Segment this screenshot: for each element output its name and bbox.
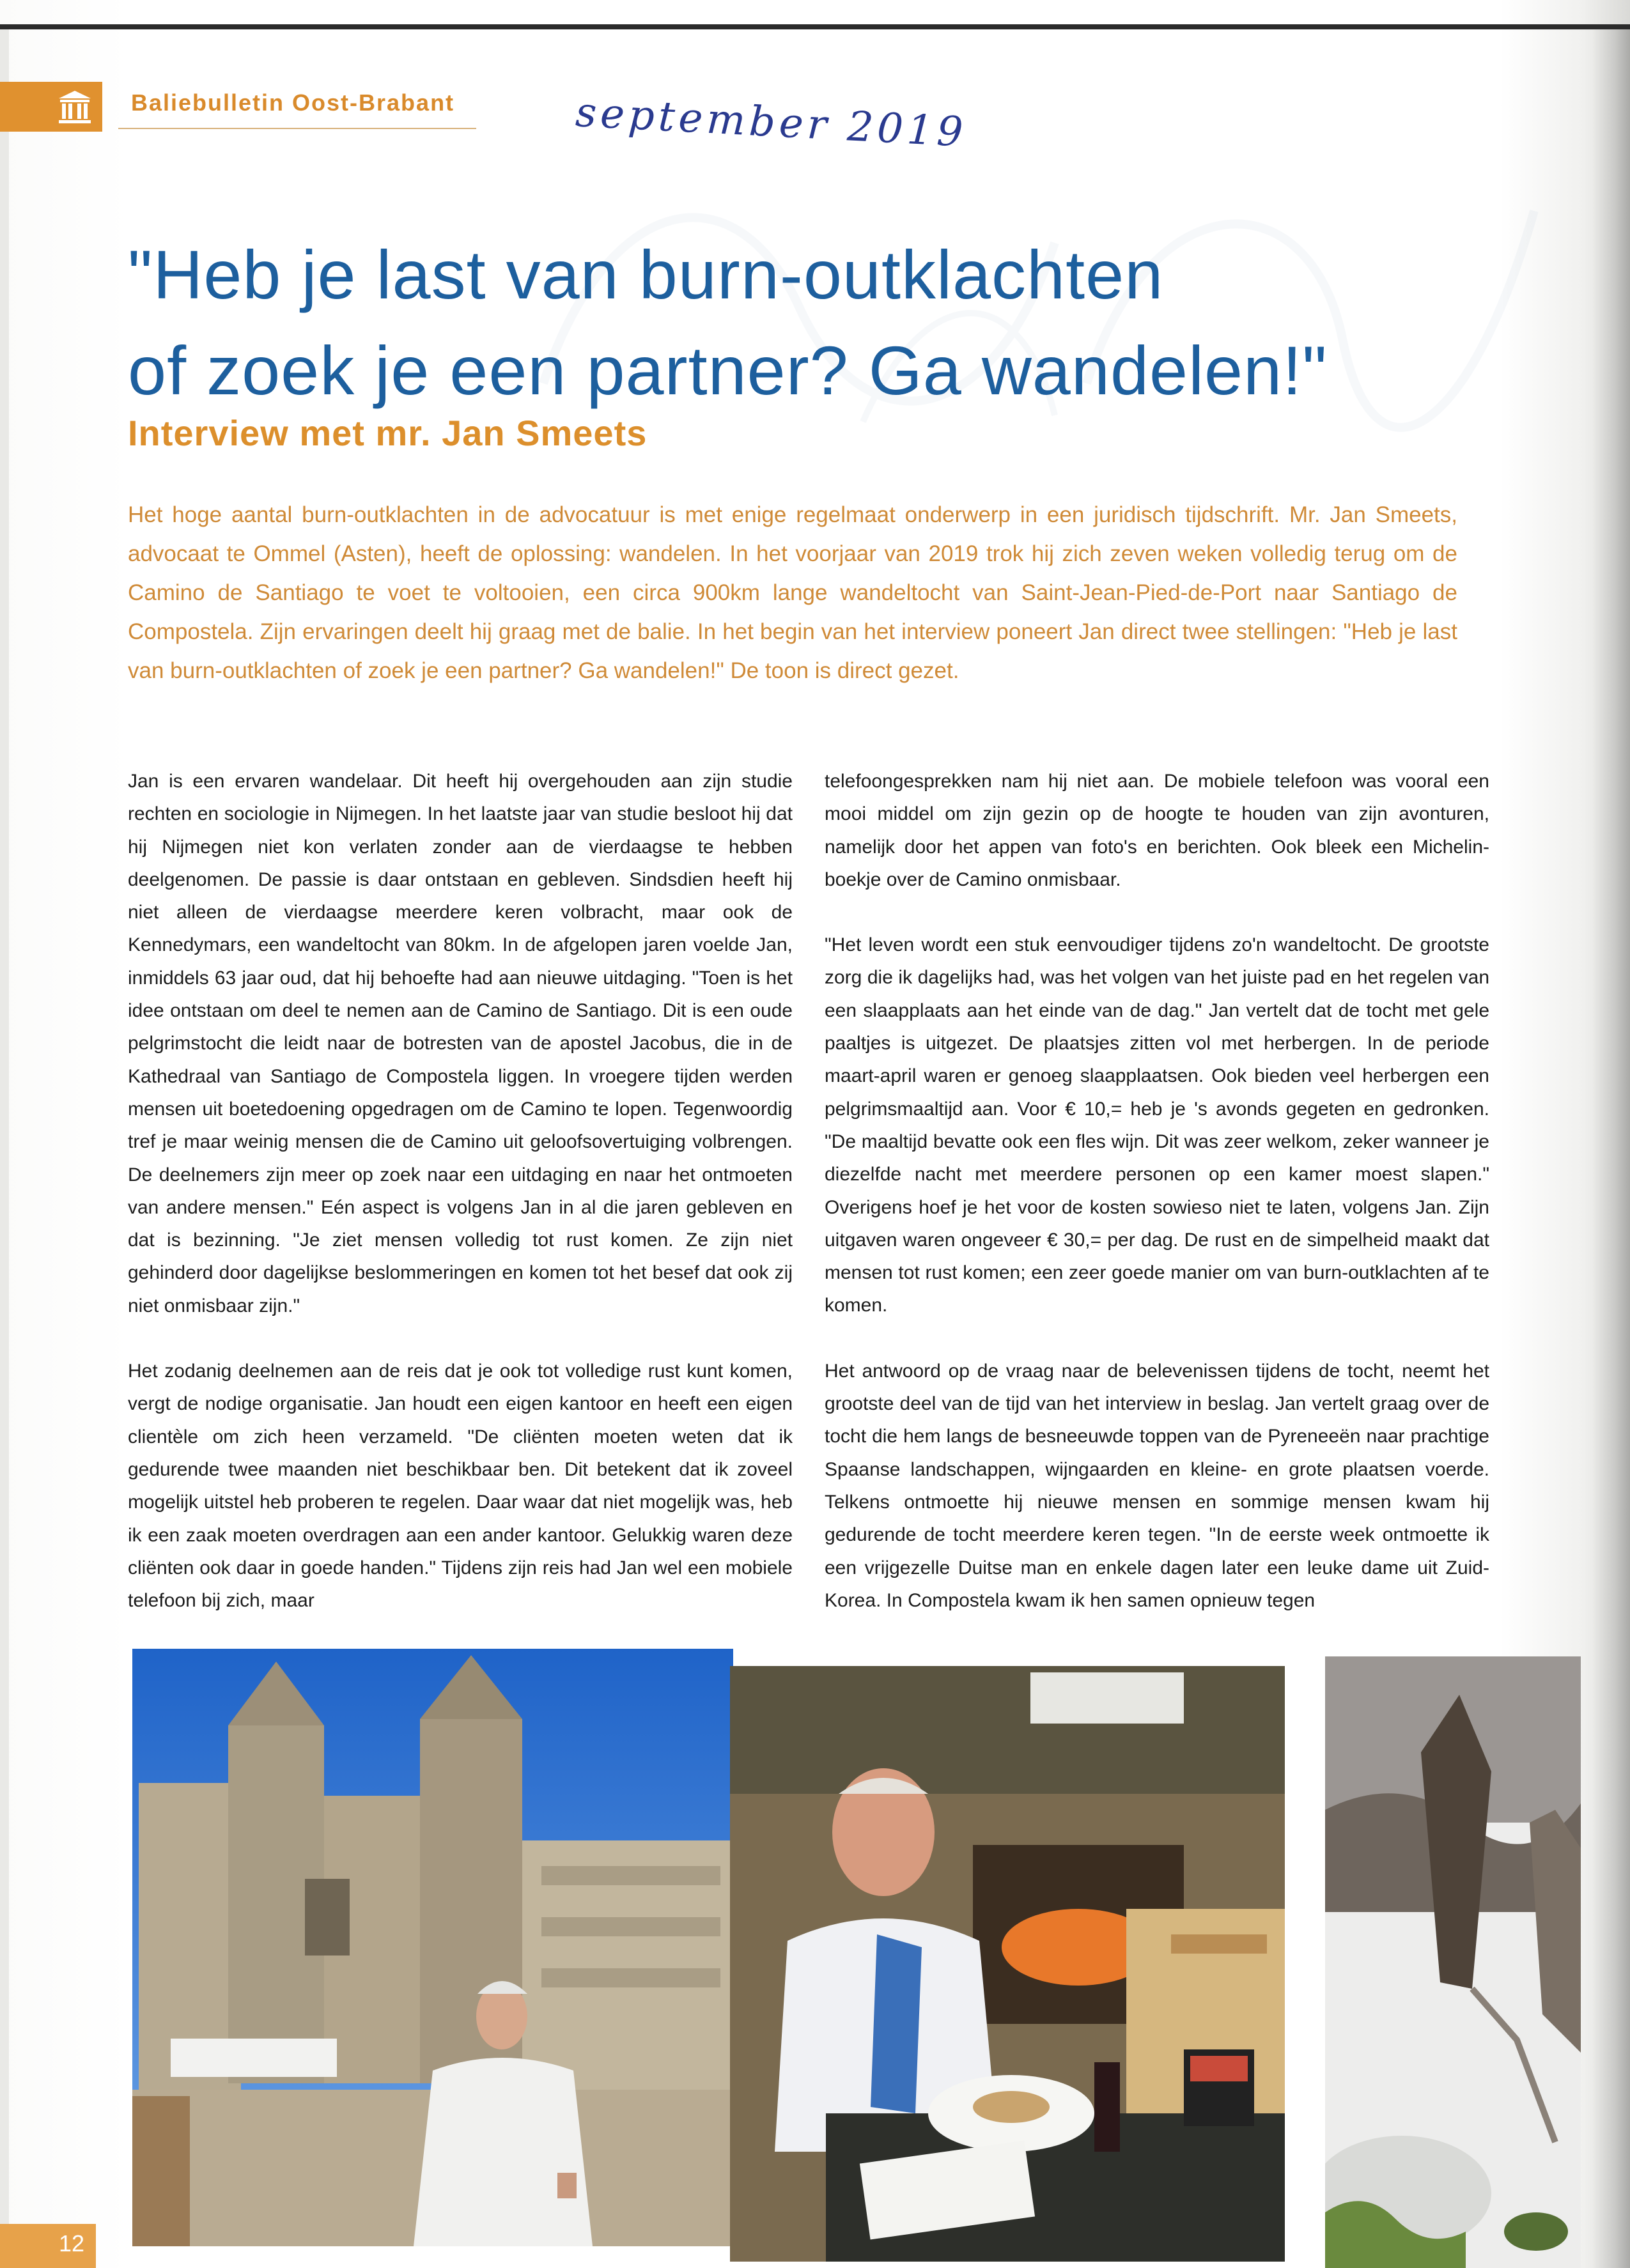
right-paragraph-2: "Het leven wordt een stuk eenvoudiger tijdens zo'n wandeltocht. De grootste zorg die ik dagelijks had, was het volgen van het juiste pad en het regelen van een slaapplaats aan het einde van de dag." Jan vertelt dat de tocht met gele paaltjes is uitgezet. De plaatsjes zitten vol met herbergen. In de periode maart-april waren er genoeg slaapplaatsen. Ook bieden veel herbergen een pelgrimsmaaltijd aan. Voor € 10,= heb je 's avonds gegeten en gedronken. "De maaltijd bevatte ook een fles wijn. Dit was zeer welkom, zeker wanneer je diezelfde nacht met meerdere personen op een kamer moest slapen." Overigens hoef je het voor de kosten sowieso niet te laten, volgens Jan. Zijn uitgaven waren ongeveer € 30,= per dag. De rust en de simpelheid maakt dat mensen tot rust komen; een zeer goede manier om van burn-outklachten af te komen. (825, 934, 1489, 1316)
handwritten-date: september 2019 (574, 89, 968, 157)
left-paragraph-1: Jan is een ervaren wandelaar. Dit heeft hij overgehouden aan zijn studie rechten en sociologie in Nijmegen. In het laatste jaar van studie besloot hij dat hij Nijmegen niet kon verlaten zonder aan de vierdaagse te hebben deelgenomen. De passie is daar ontstaan en gebleven. Sindsdien heeft hij niet alleen de vierdaagse meerdere keren volbracht, maar ook de Kennedymars, een wandeltocht van 80km. In de afgelopen jaren voelde Jan, inmiddels 63 jaar oud, dat hij behoefte had aan nieuwe uitdaging. "Toen is het idee ontstaan om deel te nemen aan de Camino de Santiago. Dit is een oude pelgrimstocht die leidt naar de botresten van de apostel Jacobus, die in de Kathedraal van Santiago de Compostela liggen. In vroegere tijden werden mensen uit boetedoening opgedragen om de Camino te lopen. Tegenwoordig tref je maar weinig mensen die de Camino uit geloofsovertuiging volbrengen. De deelnemers zijn meer op zoek naar een uitdaging en naar het ontmoeten van andere mensen." Eén aspect is volgens Jan in al die jaren gebleven en dat is bezinning. "Je ziet mensen volledig tot rust komen. Ze zijn niet gehinderd door dagelijkse beslommeringen en komen tot het besef dat ook zij niet onmisbaar zijn." (128, 771, 793, 1316)
article-title-line-1: "Heb je last van burn-outklachten (128, 236, 1164, 313)
right-paragraph-1: telefoongesprekken nam hij niet aan. De mobiele telefoon was vooral een mooi middel om zijn gezin op de hoogte te houden van zijn avonturen, namelijk door het appen van foto's en berichten. Ook bleek een Michelin-boekje over de Camino onmisbaar. (825, 771, 1489, 890)
article-title (128, 227, 1470, 419)
right-paragraph-3: Het antwoord op de vraag naar de belevenissen tijdens de tocht, neemt het grootste deel van de tijd van het interview in beslag. Jan vertelt graag over de tocht die hem langs de besneeuwde toppen van de Pyreneeën naar prachtige Spaanse landschappen, wijngaarden en kleine- en grote plaatsen voerde. Telkens ontmoette hij nieuwe mensen en sommige mensen kwam hij gedurende de tocht meerdere keren tegen. "In de eerste week ontmoette ik een vrijgezelle Duitse man en enkele dagen later een leuke dame uit Zuid-Korea. In Compostela kwam ik hen samen opnieuw tegen (825, 1360, 1489, 1611)
article-intro: Het hoge aantal burn-outklachten in de advocatuur is met enige regelmaat onderwerp in een juridisch tijdschrift. Mr. Jan Smeets, advocaat te Ommel (Asten), heeft de oplossing: wandelen. In het voorjaar van 2019 trok hij zich zeven weken volledig terug om de Camino de Santiago te voet te voltooien, een circa 900km lange wandeltocht van Saint-Jean-Pied-de-Port naar Santiago de Compostela. Zijn ervaringen deelt hij graag met de balie. In het begin van het interview poneert Jan direct twee stellingen: "Heb je last van burn-outklachten of zoek je een partner? Ga wandelen!" De toon is direct gezet. (128, 502, 1457, 683)
photo-cathedral-square (132, 1649, 733, 2246)
article-title-line-2: of zoek je een partner? Ga wandelen!" (128, 332, 1328, 409)
left-column (128, 765, 793, 1617)
photo-meal-restaurant (730, 1666, 1285, 2262)
photo-snowy-path (1325, 1656, 1581, 2268)
right-column (825, 765, 1489, 1617)
page-curl-shadow (1592, 29, 1630, 2268)
left-paragraph-2: Het zodanig deelnemen aan de reis dat je ook tot volledige rust kunt komen, vergt de nodige organisatie. Jan houdt een eigen kantoor en heeft een eigen clientèle om zich heen verzameld. "De cliënten moeten weten dat ik gedurende twee maanden niet beschikbaar ben. Dit betekent dat ik zoveel mogelijk uitstel heb proberen te regelen. Daar waar dat niet mogelijk was, heb ik een zaak moeten overdragen aan een ander kantoor. Gelukkig waren deze cliënten ook daar in goede handen." Tijdens zijn reis had Jan wel een mobiele telefoon bij zich, maar (128, 1361, 793, 1612)
article-subtitle: Interview met mr. Jan Smeets (128, 413, 648, 453)
pillar-logo-icon (56, 89, 93, 124)
page-number: 12 (59, 2230, 85, 2256)
page-left-edge (0, 29, 9, 2268)
top-rule (0, 24, 1630, 29)
publication-title: Baliebulletin Oost-Brabant (131, 89, 455, 116)
header-underline (118, 128, 476, 129)
